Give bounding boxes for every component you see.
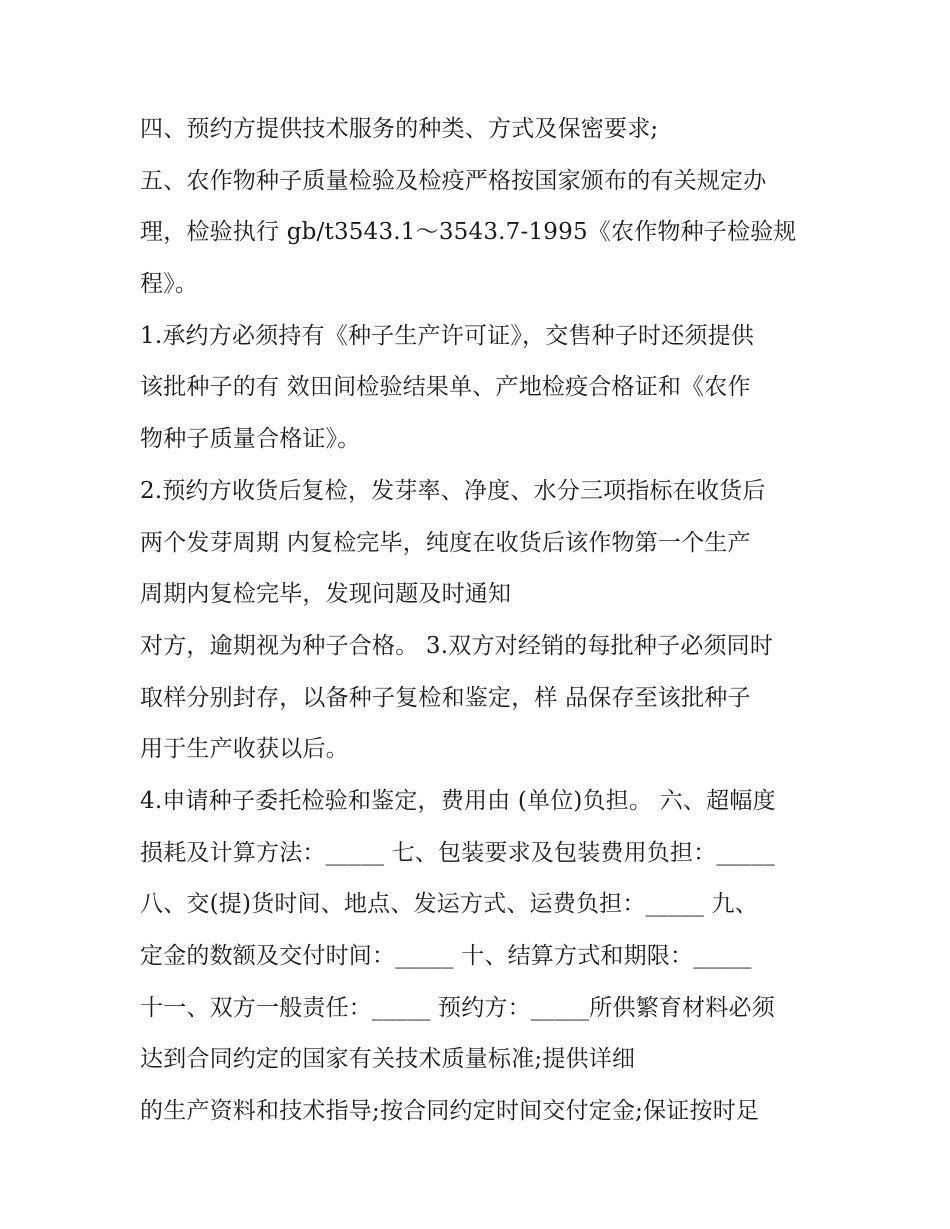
text-line: 的生产资料和技术指导;按合同约定时间交付定金;保证按时足	[140, 1098, 760, 1125]
text-line: 达到合同约定的国家有关技术质量标准;提供详细	[140, 1046, 636, 1073]
text-line: 4.申请种子委托检验和鉴定，费用由 (单位)负担。 六、超幅度	[140, 787, 776, 814]
text-line: 八、交(提)货时间、地点、发运方式、运费负担：_____ 九、	[140, 891, 758, 918]
text-line: 十一、双方一般责任：_____ 预约方：_____所供繁育材料必须	[140, 994, 775, 1021]
text-line: 四、预约方提供技术服务的种类、方式及保密要求;	[140, 116, 659, 142]
text-line: 程》。	[140, 271, 199, 298]
text-line: 损耗及计算方法：_____ 七、包装要求及包装费用负担：_____	[140, 839, 775, 866]
text-line: 物种子质量合格证》。	[140, 426, 361, 453]
text-line: 两个发芽周期 内复检完毕，纯度在收货后该作物第一个生产	[140, 529, 751, 556]
text-line: 周期内复检完毕，发现问题及时通知	[140, 581, 512, 608]
text-line: 五、农作物种子质量检验及检疫严格按国家颁布的有关规定办	[140, 167, 767, 194]
text-line: 对方，逾期视为种子合格。 3.双方对经销的每批种子必须同时	[140, 632, 774, 659]
text-line: 1.承约方必须持有《种子生产许可证》，交售种子时还须提供	[140, 322, 755, 349]
contract-text	[140, 107, 840, 1141]
text-line: 用于生产收获以后。	[140, 736, 349, 763]
text-line: 定金的数额及交付时间：_____ 十、结算方式和期限：_____	[140, 943, 752, 969]
text-line: 该批种子的有 效田间检验结果单、产地检疫合格证和《农作	[140, 374, 751, 401]
text-line: 理，检验执行 gb/t3543.1～3543.7-1995《农作物种子检验规	[140, 219, 797, 246]
text-line: 取样分别封存，以备种子复检和鉴定，样 品保存至该批种子	[140, 684, 751, 711]
text-line: 2.预约方收货后复检，发芽率、净度、水分三项指标在收货后	[140, 477, 766, 504]
